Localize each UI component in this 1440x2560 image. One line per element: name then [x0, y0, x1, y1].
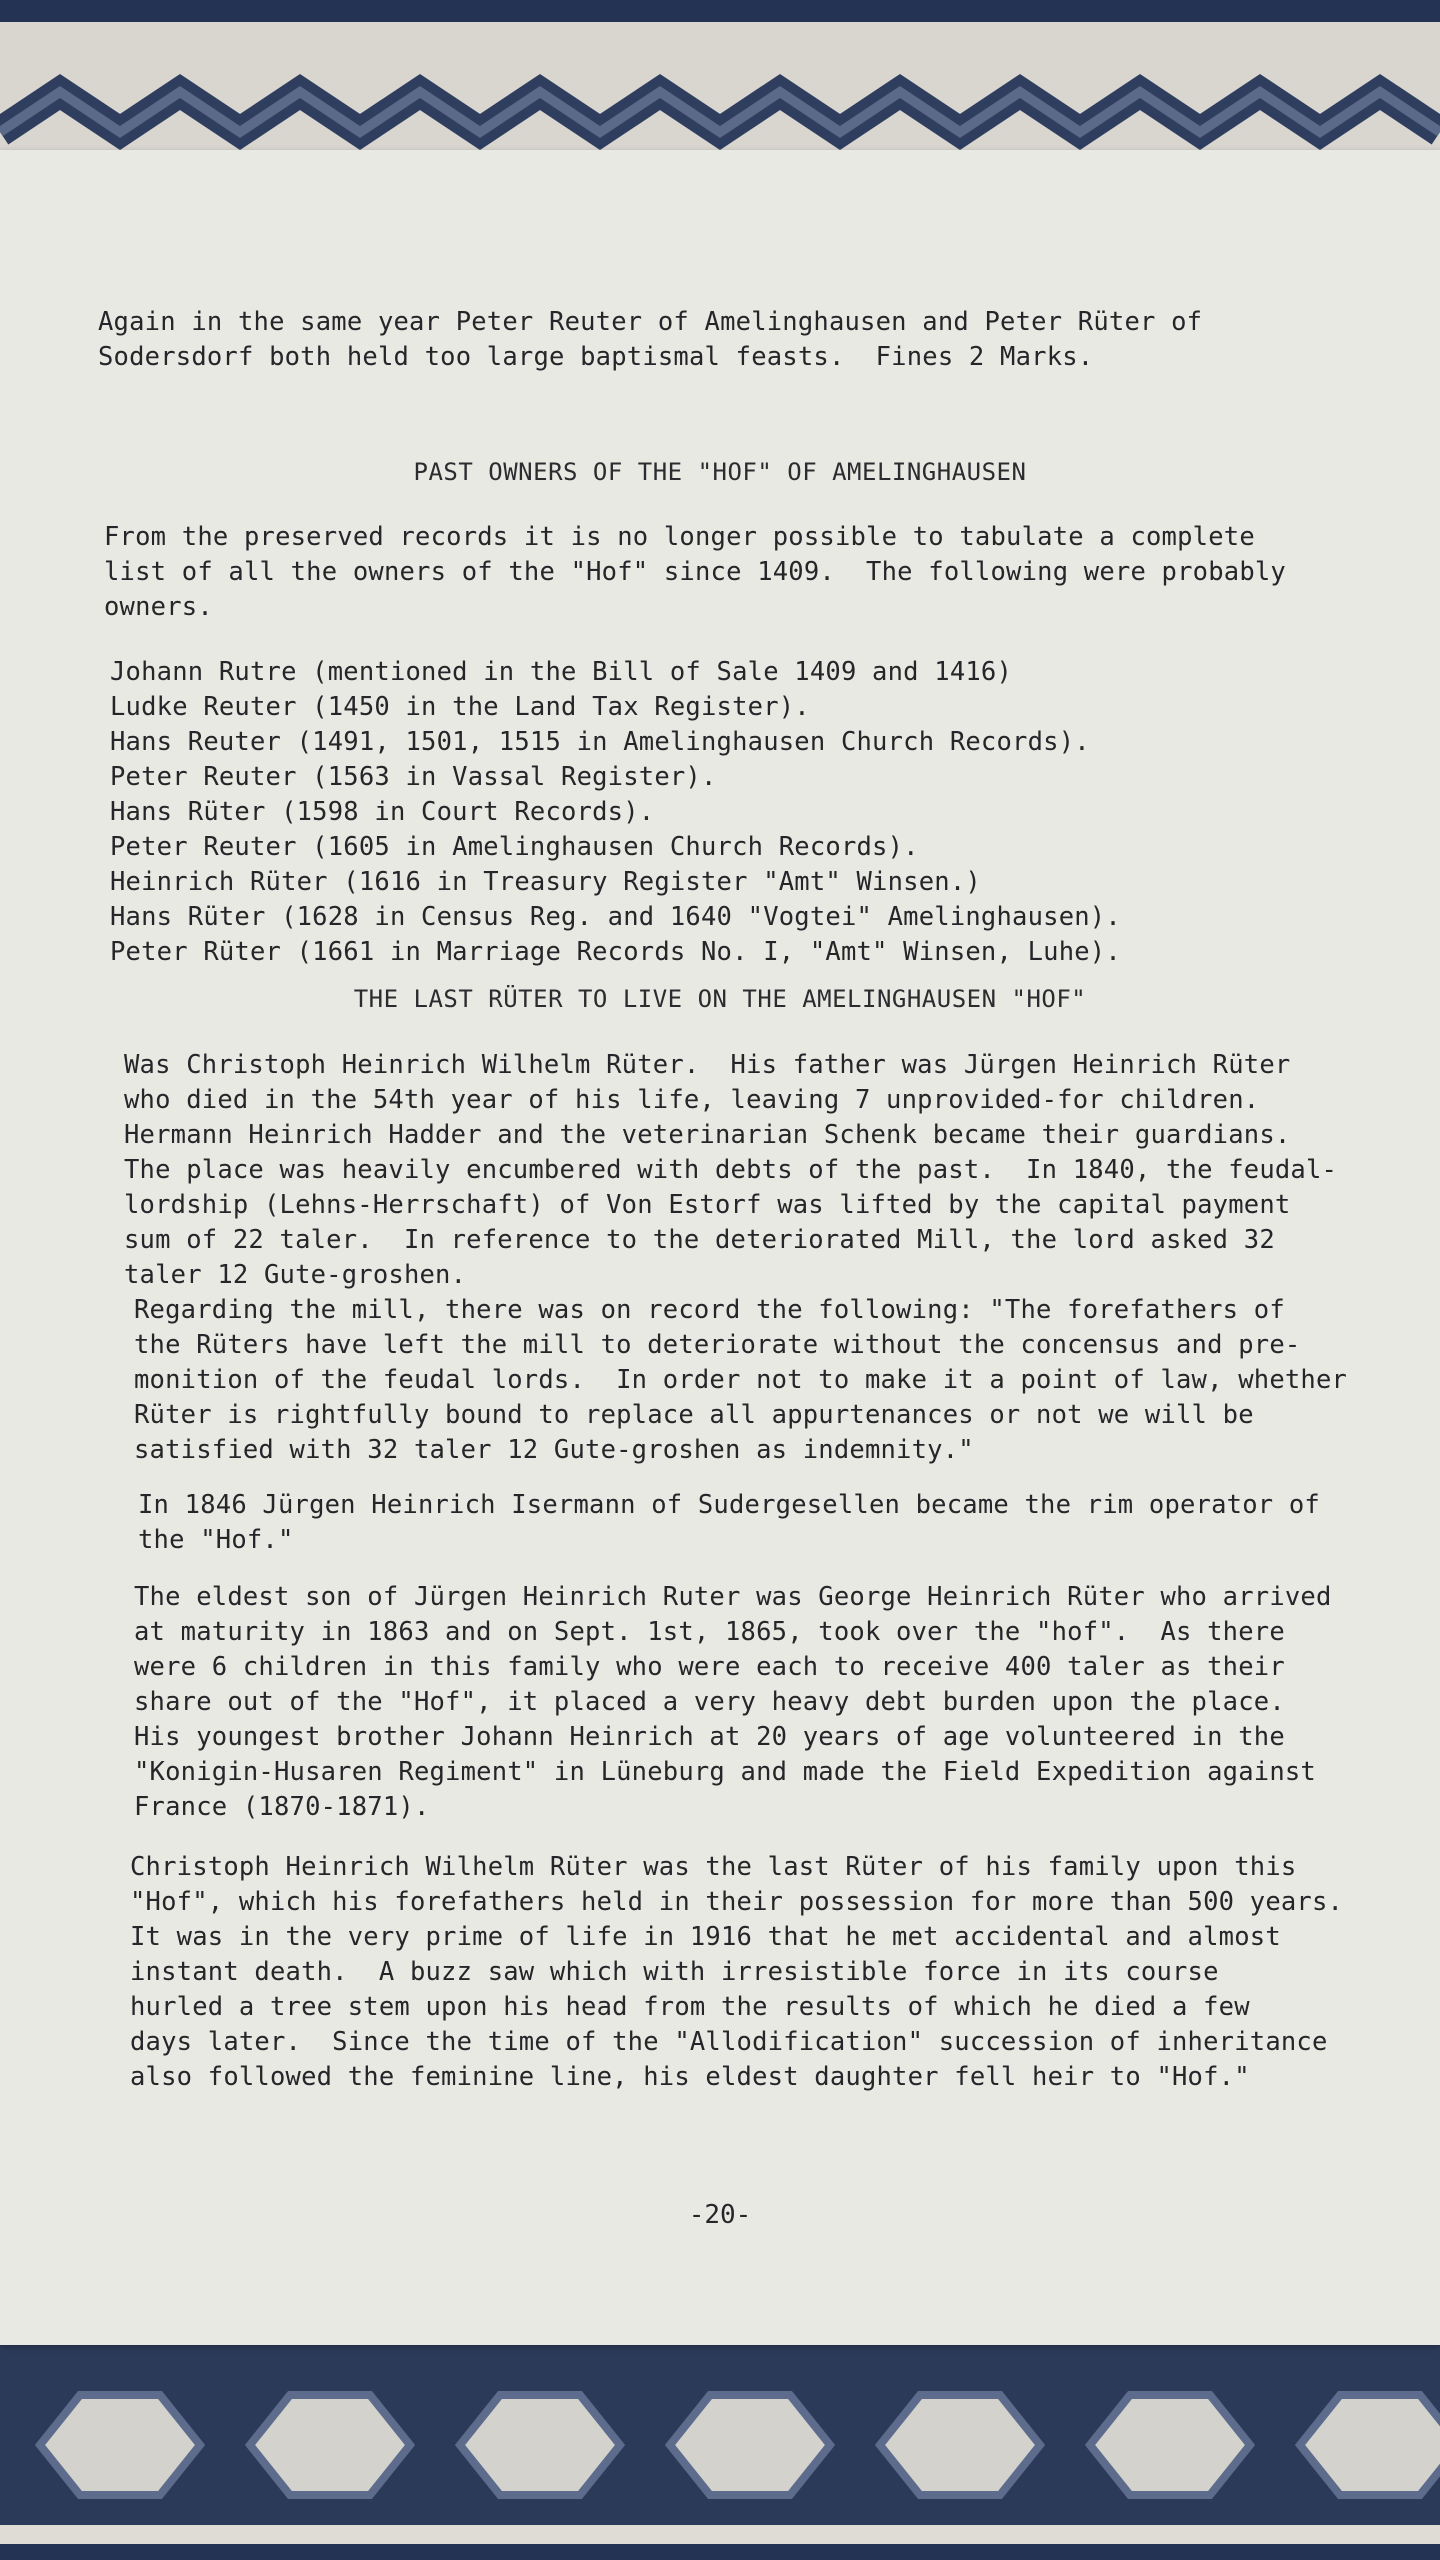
- rug-bottom-border: [0, 2340, 1440, 2560]
- rug-top-border: [0, 0, 1440, 160]
- paragraph-death: Christoph Heinrich Wilhelm Rüter was the last Rüter of his family upon this "Hof", which his forefathers held in their possession for more than 500 years. It was in the very prime of life in 1916 that he met accidental and almost instant death. A buzz saw which with irresistible force in its course hurled a tree stem upon his head from the results of which he died a few days later. Since the time of the "Allodification" succession of inheritance also followed the feminine line, his eldest daughter fell heir to "Hof.": [130, 1852, 1344, 2092]
- document-page: [0, 150, 1440, 2345]
- owner-item: Johann Rutre (mentioned in the Bill of Sale 1409 and 1416): [110, 657, 1013, 687]
- paragraph-mill: Regarding the mill, there was on record the following: "The forefathers of the Rüters have left the mill to deteriorate without the concensus and pre- monition of the feudal lords. In order not to make it a point of law, whether Rüter is rightfully bound to replace all appurtenances or not we will be satisfied with 32 taler 12 Gute-groshen as indemnity.": [134, 1295, 1348, 1465]
- owner-item: Peter Reuter (1605 in Amelinghausen Church Records).: [110, 832, 919, 862]
- owner-item: Peter Reuter (1563 in Vassal Register).: [110, 762, 717, 792]
- owners-list: [110, 655, 1400, 970]
- page-number: -20-: [688, 2200, 752, 2230]
- paragraph-isermann: In 1846 Jürgen Heinrich Isermann of Sudergesellen became the rim operator of the "Hof.": [138, 1490, 1320, 1555]
- paragraph-last-ruter: Was Christoph Heinrich Wilhelm Rüter. His father was Jürgen Heinrich Rüter who died in the 54th year of his life, leaving 7 unprovided-for children. Hermann Heinrich Hadder and the veterinarian Schenk became their guardians. The place was heavily encumbered with debts of the past. In 1840, the feudal- lordship (Lehns-Herrschaft) of Von Estorf was lifted by the capital payment sum of 22 taler. In reference to the deteriorated Mill, the lord asked 32 taler 12 Gute-groshen.: [124, 1050, 1338, 1290]
- heading-last-ruter: THE LAST RÜTER TO LIVE ON THE AMELINGHAUSEN "HOF": [353, 985, 1087, 1013]
- owner-item: Hans Rüter (1628 in Census Reg. and 1640 "Vogtei" Amelinghausen).: [110, 902, 1121, 932]
- rug-hexagon-pattern: [0, 2340, 1440, 2550]
- owner-item: Hans Rüter (1598 in Court Records).: [110, 797, 655, 827]
- owner-item: Hans Reuter (1491, 1501, 1515 in Amelinghausen Church Records).: [110, 727, 1090, 757]
- owner-item: Peter Rüter (1661 in Marriage Records No. I, "Amt" Winsen, Luhe).: [110, 937, 1121, 967]
- rug-top-edge: [0, 0, 1440, 22]
- paragraph-baptismal-feasts: Again in the same year Peter Reuter of Amelinghausen and Peter Rüter of Sodersdorf both held too large baptismal feasts. Fines 2 Marks.: [98, 307, 1203, 372]
- heading-past-owners: PAST OWNERS OF THE "HOF" OF AMELINGHAUSEN: [413, 458, 1027, 486]
- paragraph-owners-intro: From the preserved records it is no longer possible to tabulate a complete list of all the owners of the "Hof" since 1409. The following were probably owners.: [104, 522, 1286, 622]
- owner-item: Heinrich Rüter (1616 in Treasury Register "Amt" Winsen.): [110, 867, 981, 897]
- rug-zigzag-pattern: [0, 62, 1440, 162]
- owner-item: Ludke Reuter (1450 in the Land Tax Register).: [110, 692, 810, 722]
- rug-bottom-edge: [0, 2544, 1440, 2560]
- paragraph-eldest-son: The eldest son of Jürgen Heinrich Ruter was George Heinrich Rüter who arrived at maturity in 1863 and on Sept. 1st, 1865, took over the "hof". As there were 6 children in this family who were each to receive 400 taler as their share out of the "Hof", it placed a very heavy debt burden upon the place. His youngest brother Johann Heinrich at 20 years of age volunteered in the "Konigin-Husaren Regiment" in Lüneburg and made the Field Expedition against France (1870-1871).: [134, 1582, 1332, 1822]
